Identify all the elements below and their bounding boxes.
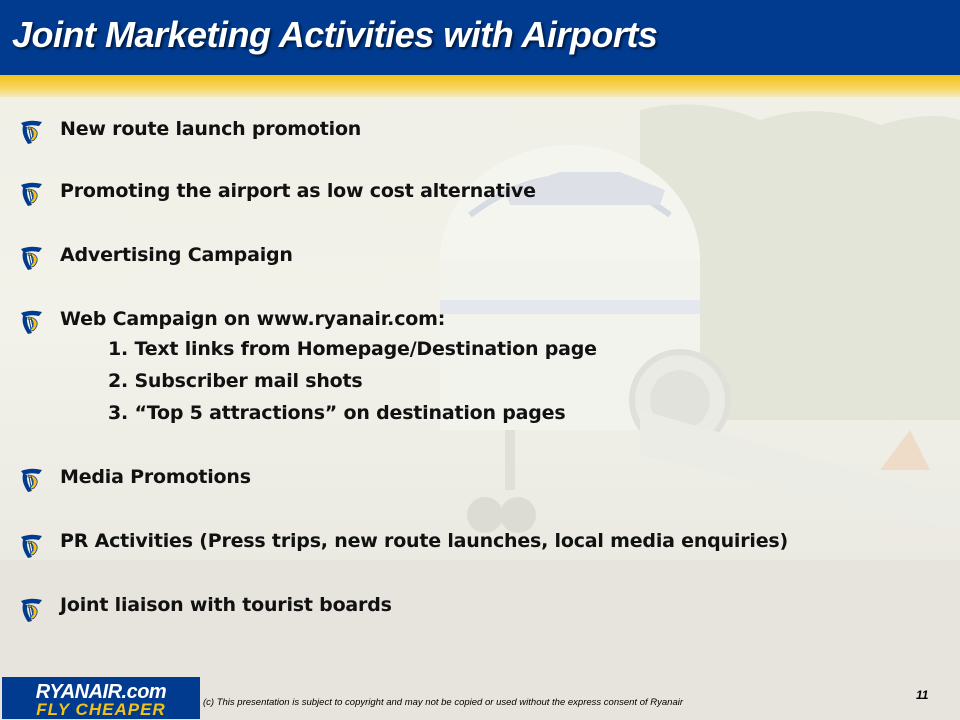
- web-campaign-subitem: 1. Text links from Homepage/Destination page: [108, 338, 597, 360]
- ryanair-harp-icon: [18, 596, 44, 624]
- page-number: 11: [916, 688, 929, 702]
- bullet-text: Media Promotions: [60, 466, 251, 488]
- ryanair-harp-icon: [18, 244, 44, 272]
- ryanair-harp-icon: [18, 466, 44, 494]
- bullet-text: New route launch promotion: [60, 118, 362, 140]
- ryanair-harp-icon: [18, 532, 44, 560]
- logo-tagline: FLY CHEAPER: [36, 700, 166, 719]
- ryanair-harp-icon: [18, 118, 44, 146]
- bullet-text: PR Activities (Press trips, new route launches, local media enquiries): [60, 530, 788, 552]
- bullet-text: Web Campaign on www.ryanair.com:: [60, 308, 446, 330]
- ryanair-logo: [2, 677, 200, 719]
- web-campaign-subitem: 2. Subscriber mail shots: [108, 370, 363, 392]
- copyright-notice: (c) This presentation is subject to copyright and may not be copied or used without the express consent of Ryanair: [203, 697, 684, 708]
- bullet-text: Promoting the airport as low cost alternative: [60, 180, 536, 202]
- slide-title: Joint Marketing Activities with Airports: [12, 14, 658, 55]
- title-bar: [0, 0, 960, 75]
- bullet-text: Joint liaison with tourist boards: [60, 594, 392, 616]
- ryanair-harp-icon: [18, 180, 44, 208]
- title-gold-band: [0, 75, 960, 97]
- ryanair-harp-icon: [18, 308, 44, 336]
- logo-wordmark: RYANAIR.com: [35, 681, 167, 703]
- bullet-text: Advertising Campaign: [60, 244, 293, 266]
- web-campaign-subitem: 3. “Top 5 attractions” on destination pages: [108, 402, 566, 424]
